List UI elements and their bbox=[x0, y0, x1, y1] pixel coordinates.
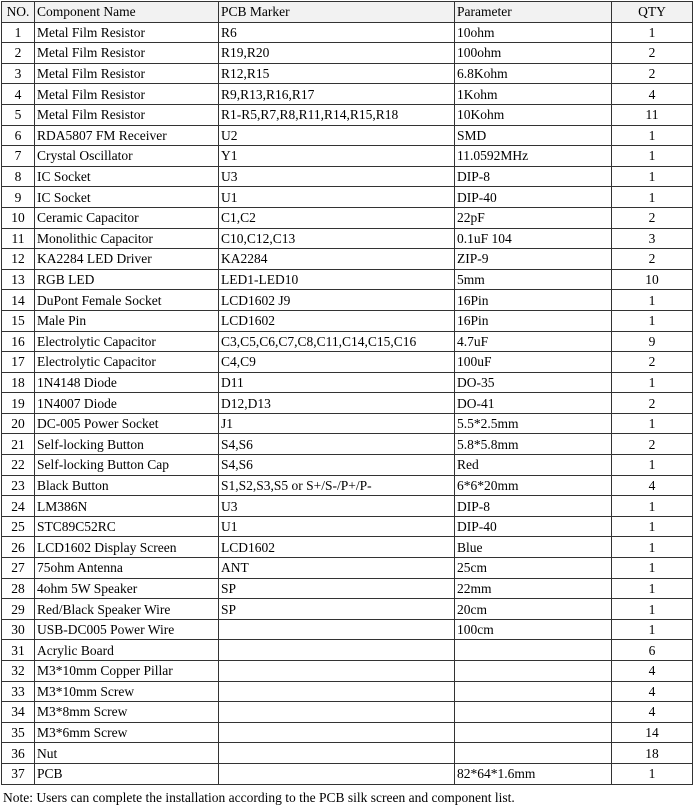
cell-parameter: 25cm bbox=[455, 558, 612, 579]
cell-qty: 2 bbox=[612, 63, 693, 84]
cell-pcb-marker: KA2284 bbox=[219, 249, 455, 270]
cell-no: 18 bbox=[2, 372, 35, 393]
cell-no: 21 bbox=[2, 434, 35, 455]
cell-pcb-marker bbox=[219, 743, 455, 764]
cell-parameter: Blue bbox=[455, 537, 612, 558]
cell-component-name: Self-locking Button Cap bbox=[35, 455, 219, 476]
cell-qty: 10 bbox=[612, 269, 693, 290]
cell-component-name: DuPont Female Socket bbox=[35, 290, 219, 311]
cell-parameter bbox=[455, 681, 612, 702]
cell-pcb-marker: S1,S2,S3,S5 or S+/S-/P+/P- bbox=[219, 475, 455, 496]
cell-qty: 1 bbox=[612, 187, 693, 208]
cell-pcb-marker: LCD1602 bbox=[219, 310, 455, 331]
cell-no: 34 bbox=[2, 702, 35, 723]
cell-qty: 2 bbox=[612, 207, 693, 228]
cell-pcb-marker: U1 bbox=[219, 187, 455, 208]
cell-pcb-marker bbox=[219, 722, 455, 743]
cell-parameter: 5.8*5.8mm bbox=[455, 434, 612, 455]
cell-component-name: IC Socket bbox=[35, 187, 219, 208]
table-row bbox=[2, 372, 693, 393]
cell-parameter: Red bbox=[455, 455, 612, 476]
cell-pcb-marker: R6 bbox=[219, 22, 455, 43]
cell-qty: 4 bbox=[612, 661, 693, 682]
cell-parameter: 5mm bbox=[455, 269, 612, 290]
cell-no: 19 bbox=[2, 393, 35, 414]
cell-component-name: DC-005 Power Socket bbox=[35, 413, 219, 434]
table-header-row bbox=[2, 2, 693, 23]
cell-qty: 4 bbox=[612, 475, 693, 496]
cell-no: 24 bbox=[2, 496, 35, 517]
table-row bbox=[2, 84, 693, 105]
cell-parameter: 100cm bbox=[455, 619, 612, 640]
cell-no: 6 bbox=[2, 125, 35, 146]
cell-component-name: KA2284 LED Driver bbox=[35, 249, 219, 270]
header-pcb-marker: PCB Marker bbox=[219, 2, 455, 23]
cell-qty: 1 bbox=[612, 22, 693, 43]
cell-component-name: IC Socket bbox=[35, 166, 219, 187]
cell-component-name: 1N4007 Diode bbox=[35, 393, 219, 414]
cell-qty: 2 bbox=[612, 352, 693, 373]
cell-qty: 14 bbox=[612, 722, 693, 743]
cell-parameter: 0.1uF 104 bbox=[455, 228, 612, 249]
cell-pcb-marker bbox=[219, 681, 455, 702]
cell-no: 1 bbox=[2, 22, 35, 43]
table-row bbox=[2, 22, 693, 43]
cell-qty: 1 bbox=[612, 146, 693, 167]
table-row bbox=[2, 166, 693, 187]
table-row bbox=[2, 599, 693, 620]
table-row bbox=[2, 228, 693, 249]
cell-qty: 1 bbox=[612, 599, 693, 620]
table-row bbox=[2, 269, 693, 290]
table-row bbox=[2, 661, 693, 682]
cell-pcb-marker: LCD1602 J9 bbox=[219, 290, 455, 311]
cell-component-name: USB-DC005 Power Wire bbox=[35, 619, 219, 640]
cell-pcb-marker bbox=[219, 763, 455, 784]
cell-component-name: M3*10mm Copper Pillar bbox=[35, 661, 219, 682]
cell-component-name: Crystal Oscillator bbox=[35, 146, 219, 167]
table-row bbox=[2, 63, 693, 84]
cell-pcb-marker: C4,C9 bbox=[219, 352, 455, 373]
cell-component-name: M3*6mm Screw bbox=[35, 722, 219, 743]
cell-parameter: 16Pin bbox=[455, 290, 612, 311]
cell-parameter: 5.5*2.5mm bbox=[455, 413, 612, 434]
cell-qty: 1 bbox=[612, 619, 693, 640]
cell-pcb-marker bbox=[219, 702, 455, 723]
cell-qty: 1 bbox=[612, 558, 693, 579]
cell-component-name: Metal Film Resistor bbox=[35, 104, 219, 125]
cell-pcb-marker: U3 bbox=[219, 166, 455, 187]
cell-qty: 1 bbox=[612, 290, 693, 311]
cell-qty: 2 bbox=[612, 249, 693, 270]
cell-qty: 9 bbox=[612, 331, 693, 352]
cell-component-name: LCD1602 Display Screen bbox=[35, 537, 219, 558]
cell-no: 35 bbox=[2, 722, 35, 743]
cell-no: 26 bbox=[2, 537, 35, 558]
cell-qty: 1 bbox=[612, 537, 693, 558]
table-row bbox=[2, 187, 693, 208]
cell-no: 3 bbox=[2, 63, 35, 84]
table-body bbox=[2, 22, 693, 784]
cell-component-name: Male Pin bbox=[35, 310, 219, 331]
table-row bbox=[2, 434, 693, 455]
cell-qty: 1 bbox=[612, 455, 693, 476]
cell-component-name: STC89C52RC bbox=[35, 516, 219, 537]
cell-parameter: DO-35 bbox=[455, 372, 612, 393]
cell-qty: 3 bbox=[612, 228, 693, 249]
table-row bbox=[2, 537, 693, 558]
cell-no: 32 bbox=[2, 661, 35, 682]
cell-parameter: 22mm bbox=[455, 578, 612, 599]
cell-pcb-marker: R9,R13,R16,R17 bbox=[219, 84, 455, 105]
cell-parameter: DIP-8 bbox=[455, 496, 612, 517]
cell-component-name: Ceramic Capacitor bbox=[35, 207, 219, 228]
table-row bbox=[2, 290, 693, 311]
cell-parameter bbox=[455, 640, 612, 661]
cell-no: 11 bbox=[2, 228, 35, 249]
cell-qty: 1 bbox=[612, 310, 693, 331]
cell-parameter bbox=[455, 661, 612, 682]
cell-no: 8 bbox=[2, 166, 35, 187]
cell-parameter: 10ohm bbox=[455, 22, 612, 43]
cell-component-name: Metal Film Resistor bbox=[35, 63, 219, 84]
table-row bbox=[2, 702, 693, 723]
cell-pcb-marker: LCD1602 bbox=[219, 537, 455, 558]
cell-parameter: DIP-8 bbox=[455, 166, 612, 187]
cell-pcb-marker bbox=[219, 619, 455, 640]
table-row bbox=[2, 619, 693, 640]
cell-component-name: Electrolytic Capacitor bbox=[35, 352, 219, 373]
table-row bbox=[2, 125, 693, 146]
cell-no: 17 bbox=[2, 352, 35, 373]
table-row bbox=[2, 578, 693, 599]
cell-qty: 1 bbox=[612, 125, 693, 146]
cell-qty: 18 bbox=[612, 743, 693, 764]
cell-parameter: 100uF bbox=[455, 352, 612, 373]
header-no: NO. bbox=[2, 2, 35, 23]
cell-parameter: SMD bbox=[455, 125, 612, 146]
cell-parameter: 6.8Kohm bbox=[455, 63, 612, 84]
table-row bbox=[2, 413, 693, 434]
cell-qty: 1 bbox=[612, 578, 693, 599]
component-table bbox=[1, 1, 693, 785]
cell-parameter: 11.0592MHz bbox=[455, 146, 612, 167]
cell-qty: 6 bbox=[612, 640, 693, 661]
cell-qty: 1 bbox=[612, 516, 693, 537]
cell-parameter: DIP-40 bbox=[455, 516, 612, 537]
table-row bbox=[2, 104, 693, 125]
cell-component-name: PCB bbox=[35, 763, 219, 784]
cell-qty: 1 bbox=[612, 372, 693, 393]
cell-parameter: DIP-40 bbox=[455, 187, 612, 208]
cell-component-name: LM386N bbox=[35, 496, 219, 517]
cell-pcb-marker: S4,S6 bbox=[219, 434, 455, 455]
cell-no: 20 bbox=[2, 413, 35, 434]
table-row bbox=[2, 43, 693, 64]
table-row bbox=[2, 743, 693, 764]
cell-pcb-marker: SP bbox=[219, 599, 455, 620]
cell-qty: 11 bbox=[612, 104, 693, 125]
cell-no: 22 bbox=[2, 455, 35, 476]
cell-no: 28 bbox=[2, 578, 35, 599]
cell-pcb-marker: C10,C12,C13 bbox=[219, 228, 455, 249]
cell-no: 31 bbox=[2, 640, 35, 661]
table-row bbox=[2, 475, 693, 496]
cell-component-name: 4ohm 5W Speaker bbox=[35, 578, 219, 599]
cell-no: 36 bbox=[2, 743, 35, 764]
cell-component-name: Acrylic Board bbox=[35, 640, 219, 661]
cell-parameter: 22pF bbox=[455, 207, 612, 228]
cell-qty: 4 bbox=[612, 681, 693, 702]
cell-qty: 4 bbox=[612, 702, 693, 723]
cell-no: 16 bbox=[2, 331, 35, 352]
cell-parameter: 82*64*1.6mm bbox=[455, 763, 612, 784]
cell-no: 25 bbox=[2, 516, 35, 537]
table-row bbox=[2, 352, 693, 373]
cell-component-name: Red/Black Speaker Wire bbox=[35, 599, 219, 620]
cell-no: 14 bbox=[2, 290, 35, 311]
cell-component-name: Nut bbox=[35, 743, 219, 764]
cell-parameter: 20cm bbox=[455, 599, 612, 620]
cell-no: 7 bbox=[2, 146, 35, 167]
cell-pcb-marker: D12,D13 bbox=[219, 393, 455, 414]
cell-parameter bbox=[455, 702, 612, 723]
cell-component-name: Metal Film Resistor bbox=[35, 43, 219, 64]
cell-pcb-marker: R1-R5,R7,R8,R11,R14,R15,R18 bbox=[219, 104, 455, 125]
cell-no: 27 bbox=[2, 558, 35, 579]
cell-qty: 1 bbox=[612, 496, 693, 517]
cell-pcb-marker: D11 bbox=[219, 372, 455, 393]
cell-parameter: 1Kohm bbox=[455, 84, 612, 105]
cell-component-name: Electrolytic Capacitor bbox=[35, 331, 219, 352]
cell-no: 29 bbox=[2, 599, 35, 620]
cell-parameter bbox=[455, 743, 612, 764]
header-parameter: Parameter bbox=[455, 2, 612, 23]
cell-component-name: 75ohm Antenna bbox=[35, 558, 219, 579]
table-row bbox=[2, 393, 693, 414]
cell-component-name: M3*10mm Screw bbox=[35, 681, 219, 702]
cell-pcb-marker: S4,S6 bbox=[219, 455, 455, 476]
cell-component-name: Self-locking Button bbox=[35, 434, 219, 455]
table-row bbox=[2, 763, 693, 784]
cell-no: 23 bbox=[2, 475, 35, 496]
cell-component-name: Metal Film Resistor bbox=[35, 84, 219, 105]
table-row bbox=[2, 310, 693, 331]
cell-pcb-marker: U3 bbox=[219, 496, 455, 517]
cell-no: 33 bbox=[2, 681, 35, 702]
cell-qty: 1 bbox=[612, 413, 693, 434]
cell-parameter: 100ohm bbox=[455, 43, 612, 64]
cell-component-name: RDA5807 FM Receiver bbox=[35, 125, 219, 146]
cell-no: 30 bbox=[2, 619, 35, 640]
cell-no: 9 bbox=[2, 187, 35, 208]
table-row bbox=[2, 681, 693, 702]
cell-pcb-marker: R12,R15 bbox=[219, 63, 455, 84]
cell-no: 37 bbox=[2, 763, 35, 784]
cell-parameter: ZIP-9 bbox=[455, 249, 612, 270]
cell-no: 4 bbox=[2, 84, 35, 105]
cell-parameter: DO-41 bbox=[455, 393, 612, 414]
cell-qty: 1 bbox=[612, 166, 693, 187]
cell-no: 10 bbox=[2, 207, 35, 228]
cell-parameter: 6*6*20mm bbox=[455, 475, 612, 496]
cell-no: 2 bbox=[2, 43, 35, 64]
cell-pcb-marker bbox=[219, 661, 455, 682]
cell-qty: 2 bbox=[612, 43, 693, 64]
cell-no: 15 bbox=[2, 310, 35, 331]
cell-parameter bbox=[455, 722, 612, 743]
cell-pcb-marker: R19,R20 bbox=[219, 43, 455, 64]
table-row bbox=[2, 207, 693, 228]
cell-no: 12 bbox=[2, 249, 35, 270]
table-row bbox=[2, 640, 693, 661]
table-row bbox=[2, 249, 693, 270]
cell-pcb-marker bbox=[219, 640, 455, 661]
cell-pcb-marker: SP bbox=[219, 578, 455, 599]
cell-parameter: 4.7uF bbox=[455, 331, 612, 352]
cell-pcb-marker: LED1-LED10 bbox=[219, 269, 455, 290]
header-component-name: Component Name bbox=[35, 2, 219, 23]
cell-qty: 2 bbox=[612, 434, 693, 455]
cell-pcb-marker: J1 bbox=[219, 413, 455, 434]
cell-component-name: Monolithic Capacitor bbox=[35, 228, 219, 249]
table-row bbox=[2, 516, 693, 537]
table-row bbox=[2, 722, 693, 743]
cell-component-name: 1N4148 Diode bbox=[35, 372, 219, 393]
cell-no: 13 bbox=[2, 269, 35, 290]
cell-pcb-marker: C1,C2 bbox=[219, 207, 455, 228]
cell-pcb-marker: C3,C5,C6,C7,C8,C11,C14,C15,C16 bbox=[219, 331, 455, 352]
cell-qty: 4 bbox=[612, 84, 693, 105]
cell-pcb-marker: Y1 bbox=[219, 146, 455, 167]
cell-qty: 1 bbox=[612, 763, 693, 784]
cell-qty: 2 bbox=[612, 393, 693, 414]
cell-pcb-marker: ANT bbox=[219, 558, 455, 579]
cell-component-name: RGB LED bbox=[35, 269, 219, 290]
cell-parameter: 10Kohm bbox=[455, 104, 612, 125]
table-row bbox=[2, 146, 693, 167]
cell-pcb-marker: U2 bbox=[219, 125, 455, 146]
cell-pcb-marker: U1 bbox=[219, 516, 455, 537]
cell-parameter: 16Pin bbox=[455, 310, 612, 331]
table-row bbox=[2, 455, 693, 476]
installation-note: Note: Users can complete the installation according to the PCB silk screen and component list. bbox=[3, 790, 515, 805]
cell-component-name: Metal Film Resistor bbox=[35, 22, 219, 43]
table-row bbox=[2, 496, 693, 517]
header-qty: QTY bbox=[612, 2, 693, 23]
cell-no: 5 bbox=[2, 104, 35, 125]
table-row bbox=[2, 558, 693, 579]
cell-component-name: M3*8mm Screw bbox=[35, 702, 219, 723]
table-row bbox=[2, 331, 693, 352]
cell-component-name: Black Button bbox=[35, 475, 219, 496]
